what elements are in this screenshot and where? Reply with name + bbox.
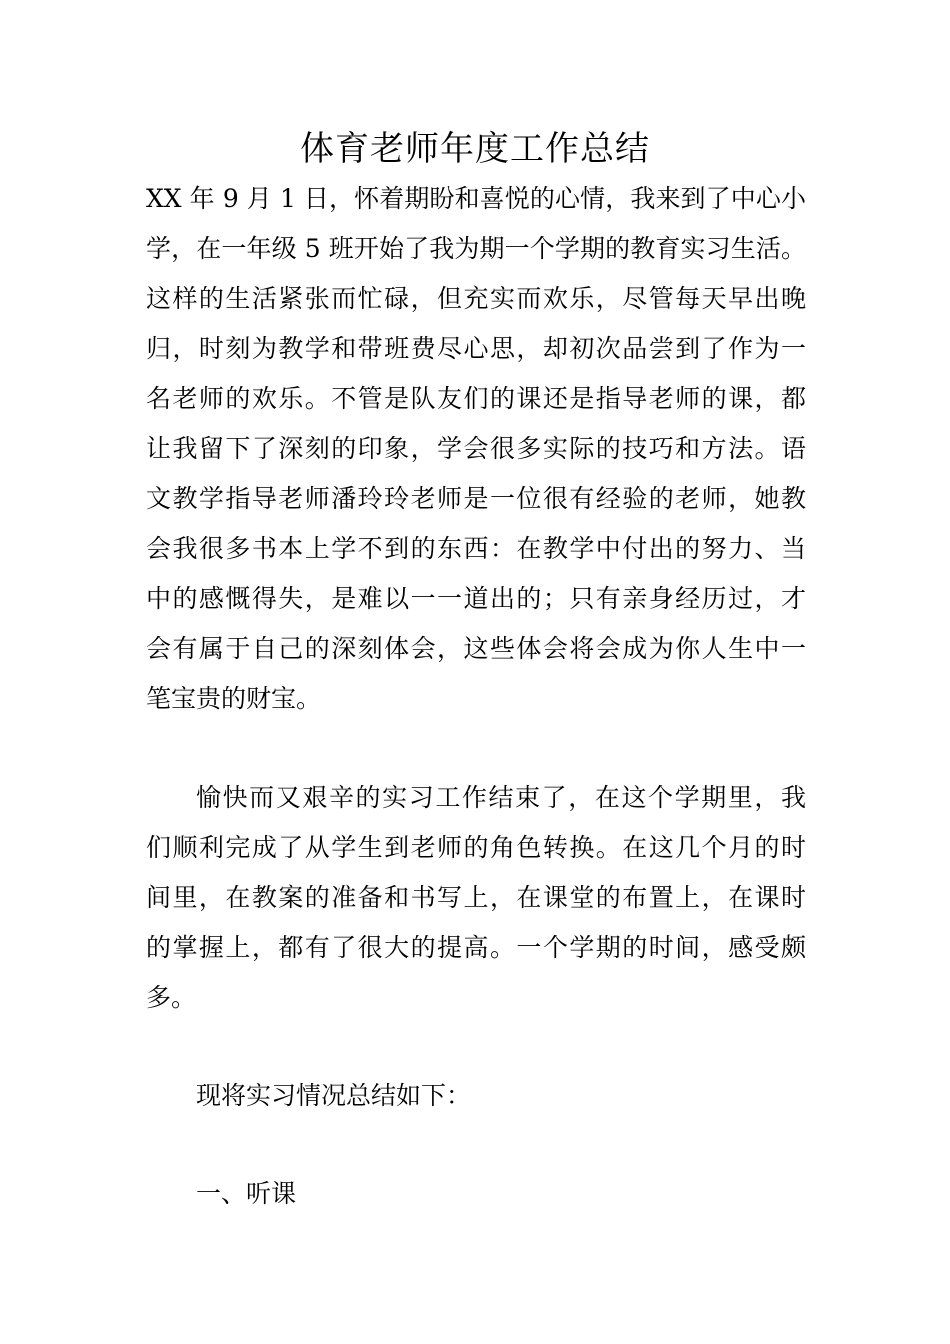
paragraph-2-line-3: 间里，在教案的准备和书写上，在课堂的布置上，在课时 xyxy=(146,883,806,912)
paragraph-1-line-3: 这样的生活紧张而忙碌，但充实而欢乐，尽管每天早出晚 xyxy=(146,284,806,313)
section-heading-listening: 一、听课 xyxy=(196,1179,297,1208)
paragraph-1-line-5: 名老师的欢乐。不管是队友们的课还是指导老师的课，都 xyxy=(146,384,806,413)
paragraph-1-line-4: 归，时刻为教学和带班费尽心思，却初次品尝到了作为一 xyxy=(146,334,806,363)
paragraph-2-line-4: 的掌握上，都有了很大的提高。一个学期的时间，感受颇 xyxy=(146,933,806,962)
paragraph-1-line-9: 中的感慨得失，是难以一一道出的；只有亲身经历过，才 xyxy=(146,584,806,613)
paragraph-1-line-2: 学，在一年级 5 班开始了我为期一个学期的教育实习生活。 xyxy=(146,234,806,263)
paragraph-2-line-5: 多。 xyxy=(146,983,197,1012)
paragraph-2-line-1: 愉快而又艰辛的实习工作结束了，在这个学期里，我 xyxy=(196,783,806,812)
paragraph-1-line-10: 会有属于自己的深刻体会，这些体会将会成为你人生中一 xyxy=(146,634,806,663)
paragraph-1-line-8: 会我很多书本上学不到的东西：在教学中付出的努力、当 xyxy=(146,534,806,563)
document-title: 体育老师年度工作总结 xyxy=(300,129,650,169)
paragraph-1-line-1: XX 年 9 月 1 日，怀着期盼和喜悦的心情，我来到了中心小 xyxy=(146,184,806,213)
paragraph-1-line-11: 笔宝贵的财宝。 xyxy=(146,684,322,713)
paragraph-1-line-6: 让我留下了深刻的印象，学会很多实际的技巧和方法。语 xyxy=(146,434,806,463)
paragraph-2-line-2: 们顺利完成了从学生到老师的角色转换。在这几个月的时 xyxy=(146,833,806,862)
paragraph-1-line-7: 文教学指导老师潘玲玲老师是一位很有经验的老师，她教 xyxy=(146,484,806,513)
paragraph-3-line-1: 现将实习情况总结如下： xyxy=(196,1081,472,1110)
